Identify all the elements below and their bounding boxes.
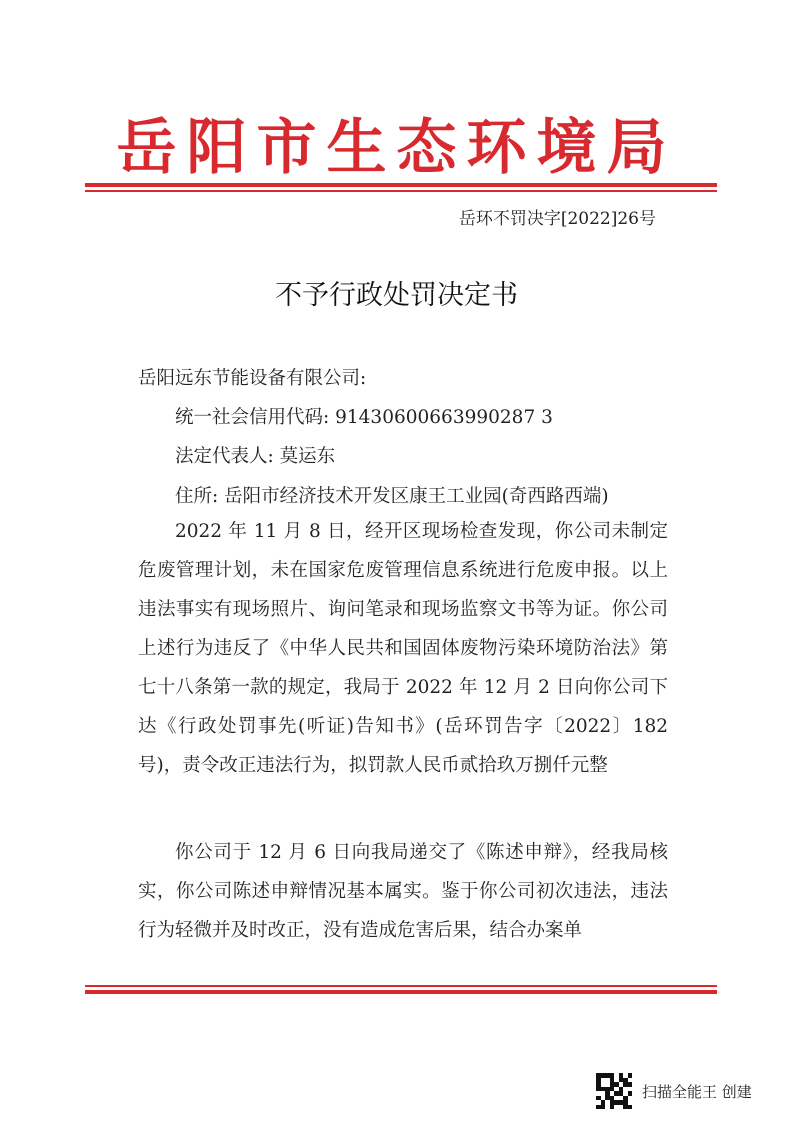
qr-code-icon bbox=[596, 1073, 632, 1109]
document-number: 岳环不罚决字[2022]26号 bbox=[458, 209, 656, 229]
body-paragraph: 你公司于 12 月 6 日向我局递交了《陈述申辩》，经我局核实，你公司陈述申辩情况基本属实。鉴于你公司初次违法，违法行为轻微并及时改正，没有造成危害后果，结合办案单 bbox=[138, 842, 668, 941]
scanner-text: 扫描全能王 创建 bbox=[642, 1082, 752, 1101]
header-rule-thick bbox=[85, 183, 717, 187]
document-title: 不予行政处罚决定书 bbox=[275, 280, 518, 311]
footer-rule-thin bbox=[85, 985, 717, 987]
agency-name: 岳阳市生态环境局 bbox=[116, 113, 677, 183]
header-rule-thin bbox=[85, 190, 717, 192]
body-paragraph: 2022 年 11 月 8 日，经开区现场检查发现，你公司未制定危废管理计划，未在国家危废管理信息系统进行危废申报。以上违法事实有现场照片、询问笔录和现场监察文书等为证。你公司上述行为违反了《中华人民共和国固体废物污染环境防治法》第七十八条第一款的规定，我局于 2022 年 12 月 2 日向你公司下达《行政处罚事先(听证)告知书》(岳环罚告字〔2022〕182 号)，责令改正违法行为，拟罚款人民币贰拾玖万捌仟元整 bbox=[138, 521, 668, 776]
footer-rule-thick bbox=[85, 990, 717, 994]
address: 住所: 岳阳市经济技术开发区康王工业园(奇西路西端) bbox=[175, 486, 609, 507]
scanner-watermark bbox=[596, 1073, 752, 1109]
legal-representative: 法定代表人: 莫运东 bbox=[175, 446, 336, 467]
recipient: 岳阳远东节能设备有限公司: bbox=[138, 368, 367, 389]
credit-code: 统一社会信用代码: 91430600663990287 3 bbox=[175, 407, 553, 428]
